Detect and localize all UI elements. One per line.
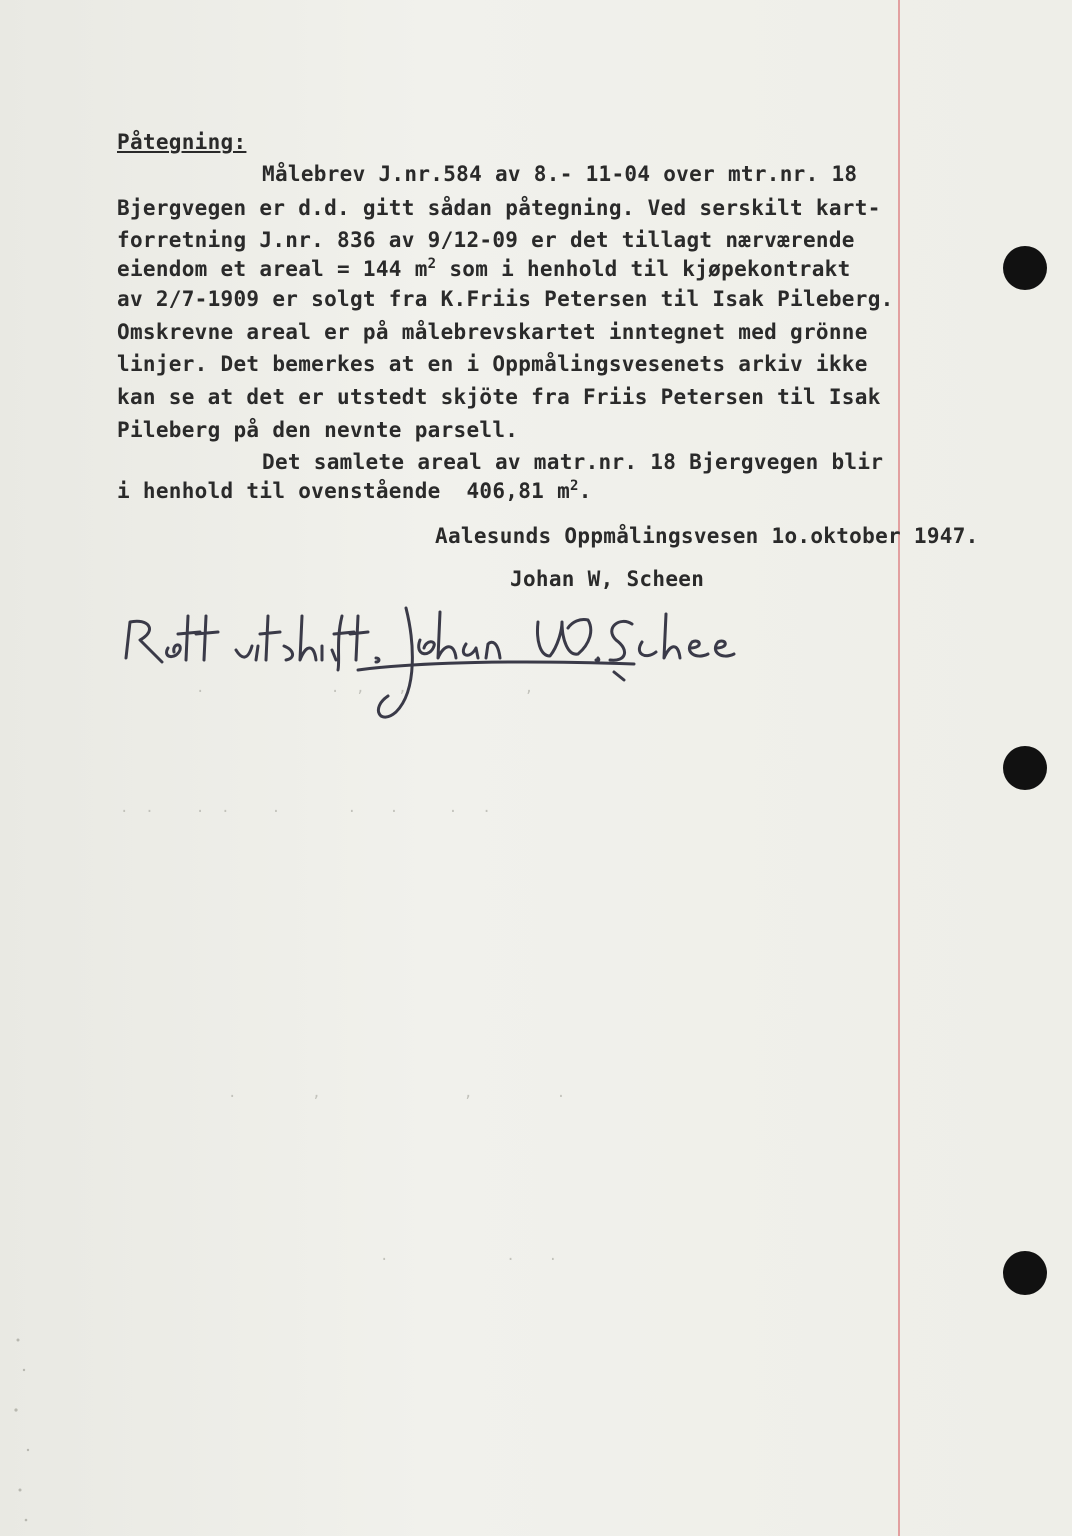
punch-hole — [1003, 246, 1047, 290]
text-line: i henhold til ovenstående 406,81 $m^2$. — [117, 478, 592, 503]
text-line: kan se at det er utstedt skjöte fra Friis Petersen til Isak — [117, 385, 881, 409]
faint-bleedthrough: . . . . . . . . . — [120, 800, 491, 816]
signatory-name: Johan W, Scheen — [510, 567, 705, 591]
text-line: eiendom et areal = 144 $m^2$ som i henhold til kjøpekontrakt — [117, 256, 851, 281]
handwritten-signature — [118, 600, 758, 730]
punch-hole — [1003, 1251, 1047, 1295]
edge-marks — [10, 1330, 40, 1530]
superscript: 2 — [570, 478, 579, 494]
text-line: av 2/7-1909 er solgt fra K.Friis Petersen til Isak Pileberg. — [117, 287, 894, 311]
punch-hole — [1003, 746, 1047, 790]
place-date: Aalesunds Oppmålingsvesen 1o.oktober 1947. — [435, 524, 979, 548]
text-line: Pileberg på den nevnte parsell. — [117, 418, 519, 442]
faint-bleedthrough: . . , , , — [196, 680, 534, 696]
text-line: Bjergvegen er d.d. gitt sådan påtegning. Ved serskilt kart- — [117, 196, 881, 220]
faint-bleedthrough: . , , . — [228, 1085, 566, 1101]
superscript: 2 — [427, 256, 437, 272]
text-line: forretning J.nr. 836 av 9/12-09 er det tillagt nærværende — [117, 228, 855, 252]
text-line: Det samlete areal av matr.nr. 18 Bjergvegen blir — [262, 450, 884, 474]
text-line: Målebrev J.nr.584 av 8.- 11-04 over mtr.nr. 18 — [262, 162, 858, 186]
text-line: linjer. Det bemerkes at en i Oppmålingsvesenets arkiv ikke — [117, 352, 868, 376]
faint-bleedthrough: . . . — [380, 1248, 558, 1264]
text-line: Omskrevne areal er på målebrevskartet inntegnet med grönne — [117, 320, 868, 344]
margin-rule — [898, 0, 900, 1536]
heading: Påtegning: — [117, 130, 247, 154]
